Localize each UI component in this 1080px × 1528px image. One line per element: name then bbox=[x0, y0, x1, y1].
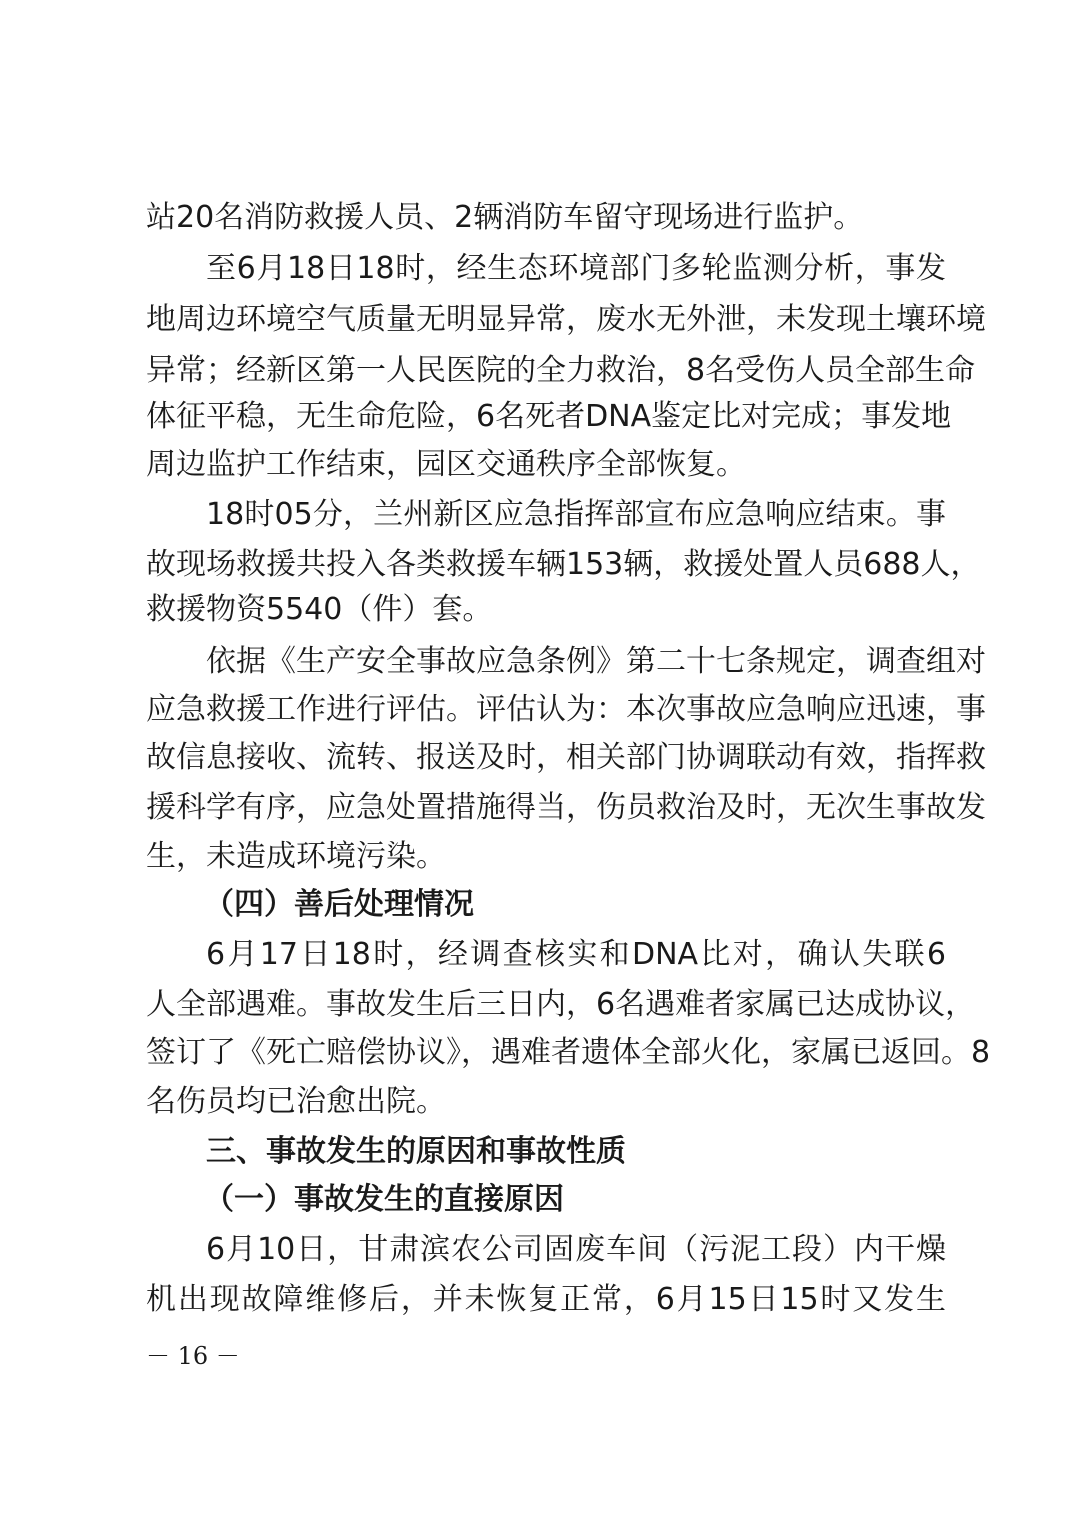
text-line: 异常；经新区第一人民医院的全力救治，8名受伤人员全部生命 bbox=[146, 353, 976, 388]
text-line: 18时05分，兰州新区应急指挥部宣布应急响应结束。事 bbox=[206, 497, 946, 532]
text-line: 援科学有序，应急处置措施得当，伤员救治及时，无次生事故发 bbox=[146, 790, 986, 825]
text-line: 地周边环境空气质量无明显异常，废水无外泄，未发现土壤环境 bbox=[146, 302, 986, 337]
text-line: 人全部遇难。事故发生后三日内，6名遇难者家属已达成协议， bbox=[146, 987, 976, 1022]
section-heading: （一）事故发生的直接原因 bbox=[204, 1182, 564, 1217]
text-line: 6月10日，甘肃滨农公司固废车间（污泥工段）内干燥 bbox=[206, 1232, 946, 1267]
chapter-heading: 三、事故发生的原因和事故性质 bbox=[206, 1134, 626, 1169]
text-line: 故现场救援共投入各类救援车辆153辆，救援处置人员688人， bbox=[146, 547, 981, 582]
page-number: － 16 － bbox=[146, 1342, 240, 1370]
text-line: 救援物资5540（件）套。 bbox=[146, 592, 493, 627]
text-line: 依据《生产安全事故应急条例》第二十七条规定，调查组对 bbox=[206, 644, 986, 679]
text-line: 机出现故障维修后，并未恢复正常，6月15日15时又发生 bbox=[146, 1282, 946, 1317]
text-line: 生，未造成环境污染。 bbox=[146, 839, 446, 874]
text-line: 体征平稳，无生命危险，6名死者DNA鉴定比对完成；事发地 bbox=[146, 399, 952, 434]
text-line: 名伤员均已治愈出院。 bbox=[146, 1084, 446, 1119]
text-line: 周边监护工作结束，园区交通秩序全部恢复。 bbox=[146, 447, 746, 482]
text-line: 6月17日18时，经调查核实和DNA比对，确认失联6 bbox=[206, 937, 946, 972]
text-line: 至6月18日18时，经生态环境部门多轮监测分析，事发 bbox=[206, 251, 946, 286]
section-heading: （四）善后处理情况 bbox=[204, 887, 474, 922]
text-line: 应急救援工作进行评估。评估认为：本次事故应急响应迅速，事 bbox=[146, 692, 986, 727]
text-line: 故信息接收、流转、报送及时，相关部门协调联动有效，指挥救 bbox=[146, 740, 986, 775]
text-line: 站20名消防救援人员、2辆消防车留守现场进行监护。 bbox=[146, 200, 864, 235]
text-line: 签订了《死亡赔偿协议》，遇难者遗体全部火化，家属已返回。8 bbox=[146, 1035, 991, 1070]
